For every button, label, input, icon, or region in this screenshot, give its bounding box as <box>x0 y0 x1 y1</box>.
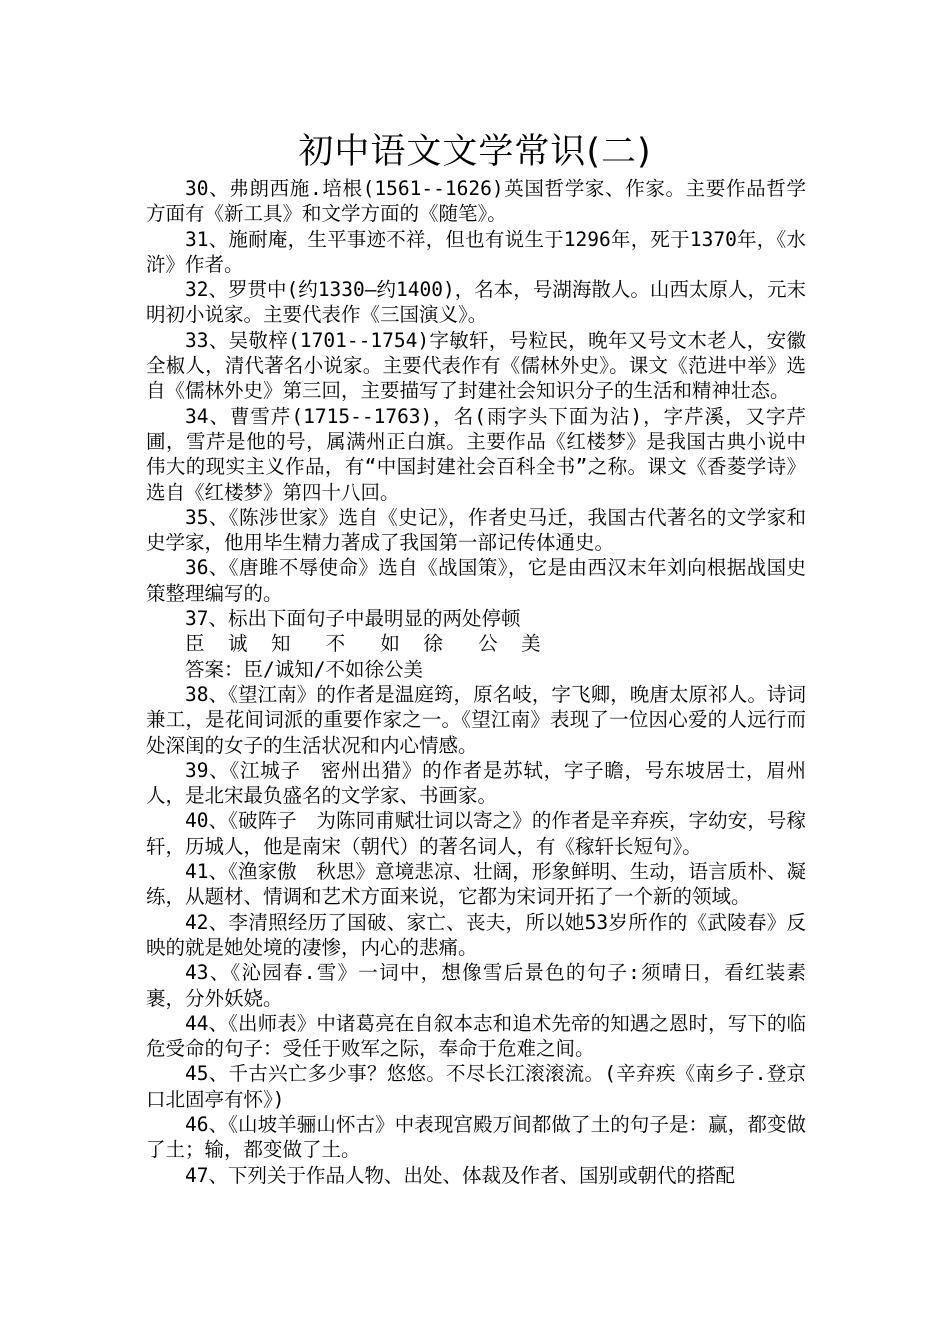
paragraph-37: 37、标出下面句子中最明显的两处停顿 <box>185 607 521 631</box>
paragraph-40: 40、《破阵子 为陈同甫赋壮词以寄之》的作者是辛弃疾，字幼安，号稼轩，历城人，他是南宋（朝代）的著名词人，有《稼轩长短句》。 <box>146 809 806 858</box>
paragraph-43: 43、《沁园春.雪》一词中，想像雪后景色的句子:须晴日，看红装素裹，分外妖娆。 <box>146 961 806 1010</box>
paragraph-46: 46、《山坡羊骊山怀古》中表现宫殿万间都做了土的句子是：赢，都变做了土；输，都变做了土。 <box>146 1112 806 1162</box>
paragraph-35: 35、《陈涉世家》选自《史记》，作者史马迁，我国古代著名的文学家和史学家，他用毕生精力著成了我国第一部记传体通史。 <box>146 505 806 555</box>
paragraph-33: 33、吴敬梓(1701--1754)字敏轩，号粒民，晚年又号文木老人，安徽全椒人，清代著名小说家。主要代表作有《儒林外史》。课文《范进中举》选自《儒林外史》第三回，主要描写了封建社会知识分子的生活和精神壮态。 <box>146 328 806 403</box>
paragraph-32: 32、罗贯中(约1330—约1400)，名本，号湖海散人。山西太原人，元末明初小说家。主要代表作《三国演义》。 <box>146 278 806 327</box>
paragraph-38: 38、《望江南》的作者是温庭筠，原名岐，字飞卿，晚唐太原祁人。诗词兼工，是花间词派的重要作家之一。《望江南》表现了一位因心爱的人远行而处深闺的女子的生活状况和内心情感。 <box>146 682 806 757</box>
paragraph-41: 41、《渔家傲 秋思》意境悲凉、壮阔，形象鲜明、生动，语言质朴、凝练，从题材、情调和艺术方面来说，它都为宋词开拓了一个新的领域。 <box>146 860 806 909</box>
paragraph-36: 36、《唐雎不辱使命》选自《战国策》，它是由西汉末年刘向根据战国史策整理编写的。 <box>146 556 806 605</box>
paragraph-45: 45、千古兴亡多少事？悠悠。不尽长江滚滚流。(辛弃疾《南乡子.登京口北固亭有怀》) <box>146 1062 806 1111</box>
example-sentence: 臣 诚 知 不 如 徐 公 美 <box>185 632 541 656</box>
answer-line: 答案：臣/诚知/不如徐公美 <box>185 657 423 681</box>
document-body <box>146 176 806 1188</box>
paragraph-44: 44、《出师表》中诸葛亮在自叙本志和追术先帝的知遇之恩时，写下的临危受命的句子：受任于败军之际，奉命于危难之间。 <box>146 1011 806 1061</box>
paragraph-42: 42、李清照经历了国破、家亡、丧夫，所以她53岁所作的《武陵春》反映的就是她处境的凄惨，内心的悲痛。 <box>146 910 806 959</box>
paragraph-31: 31、施耐庵，生平事迹不祥，但也有说生于1296年，死于1370年，《水浒》作者。 <box>146 227 806 276</box>
paragraph-39: 39、《江城子 密州出猎》的作者是苏轼，字子瞻，号东坡居士，眉州人，是北宋最负盛名的文学家、书画家。 <box>146 758 806 808</box>
paragraph-47: 47、下列关于作品人物、出处、体裁及作者、国别或朝代的搭配 <box>185 1163 735 1187</box>
page-title: 初中语文文学常识(二) <box>298 132 652 172</box>
paragraph-34: 34、曹雪芹(1715--1763)，名(雨字头下面为沾)，字芹溪，又字芹圃，雪芹是他的号，属满州正白旗。主要作品《红楼梦》是我国古典小说中伟大的现实主义作品，有“中国封建社会百科全书”之称。课文《香菱学诗》选自《红楼梦》第四十八回。 <box>146 404 806 504</box>
paragraph-30: 30、弗朗西施.培根(1561--1626)英国哲学家、作家。主要作品哲学方面有《新工具》和文学方面的《随笔》。 <box>146 177 806 226</box>
